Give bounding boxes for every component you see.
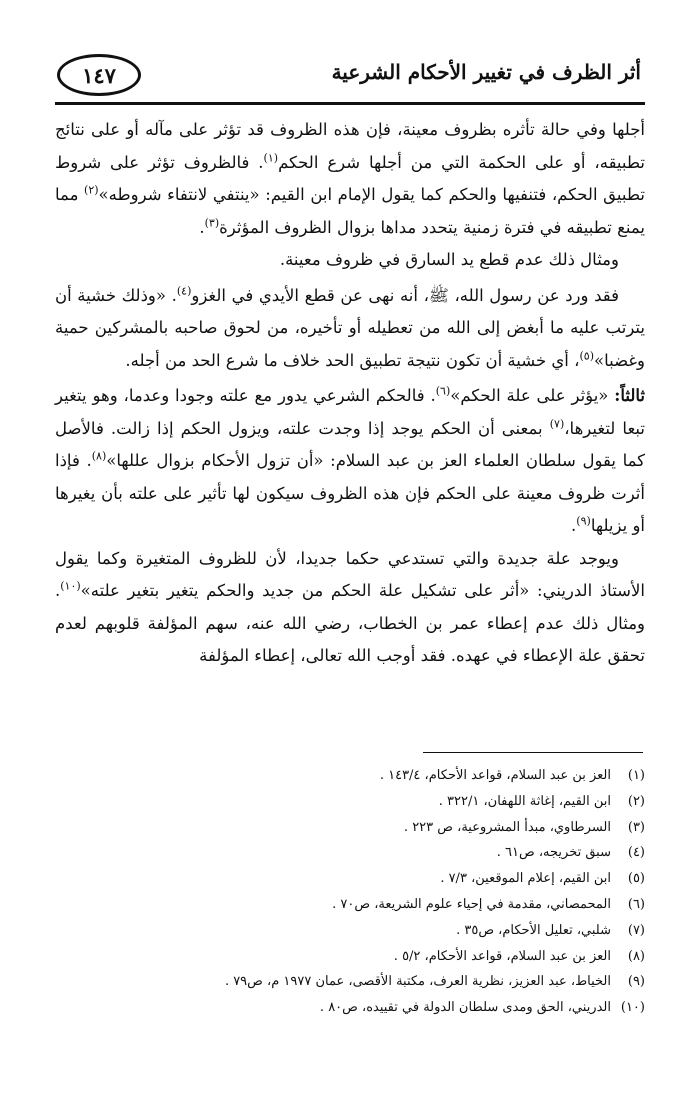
paragraph: فقد ورد عن رسول الله، ﷺ، أنه نهى عن قطع الأيدي في الغزو$^{(٤)}$. «وذلك خشية أن يترتب عليه ما أبغض إلى الله من تعطيله أو تأخيره، من لحوق صاحبه بالمشركين حمية وغضبا»$^{(٥)}$، أي خشية أن تكون نتيجة تطبيق الحد خلاف ما شرع الحد من أجله. bbox=[55, 284, 645, 370]
footnote-number: (١٠) bbox=[620, 1000, 645, 1016]
paragraph: ثالثاً: «يؤثر على علة الحكم»$^{(٦)}$. فالحكم الشرعي يدور مع علته وجودا وعدما، وهو يتغير تبعا لتغيرها،$^{(٧)}$ بمعنى أن الحكم يوجد إذا وجدت علته، ويزول الحكم إذا زالت. فالأصل كما يقول سلطان العلماء العز بن عبد السلام: «أن تزول الأحكام بزوال عللها»$^{(٨)}$. فإذا أثرت ظروف معينة على الحكم فإن هذه الظروف سيكون لها تأثير على علته بأن يغيرها أو يزيلها$^{(٩)}$. bbox=[55, 384, 646, 535]
footnote-number: (٣) bbox=[627, 819, 645, 835]
footnote-ref[interactable]: (١) bbox=[263, 151, 279, 164]
footnotes bbox=[55, 763, 645, 1021]
footnote-text: المحمصاني، مقدمة في إحياء علوم الشريعة، ص٧٠ . bbox=[332, 896, 611, 912]
footnote-number: (٨) bbox=[627, 948, 645, 964]
footnote-separator bbox=[423, 752, 643, 753]
footnote-text: شلبي، تعليل الأحكام، ص٣٥ . bbox=[456, 922, 611, 938]
footnote-item bbox=[55, 789, 645, 815]
footnote-item bbox=[55, 944, 645, 970]
footnote-item bbox=[55, 969, 645, 995]
footnote-item bbox=[55, 995, 645, 1021]
footnote-item bbox=[55, 815, 645, 841]
footnote-number: (٢) bbox=[627, 793, 645, 809]
footnote-ref[interactable]: (٨) bbox=[91, 449, 107, 463]
paragraph: ومثال ذلك عدم قطع يد السارق في ظروف معينة. bbox=[279, 250, 619, 269]
footnote-number: (٤) bbox=[627, 845, 645, 861]
footnote-number: (٧) bbox=[627, 922, 645, 938]
footnote-number: (٦) bbox=[627, 896, 645, 912]
footnote-text: الخياط، عبد العزيز، نظرية العرف، مكتبة الأقصى، عمان ١٩٧٧ م، ص٧٩ . bbox=[224, 974, 611, 990]
footnote-ref[interactable]: (٦) bbox=[435, 384, 451, 398]
footnote-text: الدريني، الحق ومدى سلطان الدولة في تقييده، ص٨٠ . bbox=[319, 1000, 611, 1016]
footnote-ref[interactable]: (١٠) bbox=[60, 579, 81, 593]
footnote-text: سبق تخريجه، ص٦١ . bbox=[496, 845, 611, 861]
footnote-item bbox=[55, 866, 645, 892]
footnote-ref[interactable]: (٣) bbox=[204, 216, 220, 229]
footnote-item bbox=[55, 763, 645, 789]
footnote-ref[interactable]: (٢) bbox=[84, 183, 99, 197]
body-text bbox=[55, 114, 645, 673]
running-title: أثر الظرف في تغيير الأحكام الشرعية bbox=[331, 60, 641, 84]
footnote-number: (٩) bbox=[627, 974, 645, 990]
footnote-ref[interactable]: (٥) bbox=[579, 349, 594, 362]
page-header bbox=[55, 52, 645, 105]
footnote-ref[interactable]: (٤) bbox=[176, 284, 192, 297]
footnote-ref[interactable]: (٧) bbox=[549, 417, 565, 430]
footnote-item bbox=[55, 840, 645, 866]
footnote-text: العز بن عبد السلام، قواعد الأحكام، ١٤٣/٤ . bbox=[379, 768, 611, 783]
page-number: ١٤٧ bbox=[57, 54, 141, 96]
footnote-text: ابن القيم، إعلام الموقعين، ٧/٣ . bbox=[440, 871, 611, 887]
footnote-text: العز بن عبد السلام، قواعد الأحكام، ٥/٢ . bbox=[393, 948, 611, 964]
footnote-item bbox=[55, 892, 645, 918]
paragraph: أجلها وفي حالة تأثره بظروف معينة، فإن هذه الظروف قد تؤثر على مآله أو على نتائج تطبيقه، أو على الحكمة التي من أجلها شرع الحكم$^{(١)}$. فالظروف تؤثر على شروط تطبيق الحكم، فتنفيها والحكم كما يقول الإمام ابن القيم: «ينتفي لانتفاء شروطه»$^{(٢)}$ مما يمنع تطبيقه في فترة زمنية يتحدد مداها بزوال الظروف المؤثرة$^{(٣)}$. bbox=[55, 120, 645, 237]
footnote-item bbox=[55, 918, 645, 944]
footnote-text: السرطاوي، مبدأ المشروعية، ص ٢٢٣ . bbox=[403, 819, 611, 835]
footnote-ref[interactable]: (٩) bbox=[576, 514, 591, 528]
footnote-text: ابن القيم، إغاثة اللهفان، ٣٢٢/١ . bbox=[438, 793, 611, 809]
paragraph: ويوجد علة جديدة والتي تستدعي حكما جديدا، لأن للظروف المتغيرة وكما يقول الأستاذ الدريني: «أثر على تشكيل علة الحكم من جديد والحكم يتغير بتغير علته»$^{(١٠)}$. ومثال ذلك عدم إعطاء عمر بن الخطاب، رضي الله عنه، سهم المؤلفة قلوبهم لعدم تحقق علة الإعطاء في عهده. فقد أوجب الله تعالى، إعطاء المؤلفة bbox=[55, 548, 645, 665]
footnote-number: (٥) bbox=[627, 871, 645, 887]
section-lead: ثالثاً: bbox=[614, 386, 645, 405]
footnote-number: (١) bbox=[627, 768, 645, 783]
